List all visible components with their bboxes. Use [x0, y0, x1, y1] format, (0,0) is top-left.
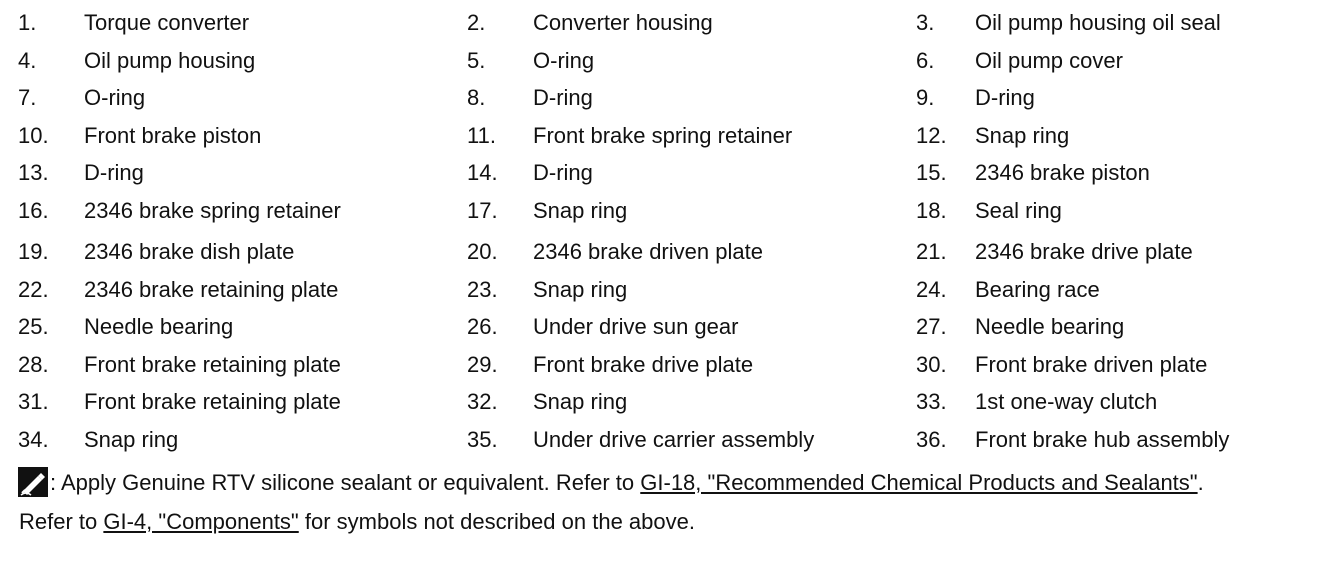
gi18-link[interactable]: GI-18, "Recommended Chemical Products and Sealants" — [640, 470, 1198, 495]
gi4-link[interactable]: GI-4, "Components" — [103, 509, 299, 534]
part-label: Converter housing — [533, 10, 713, 35]
part-label: Front brake retaining plate — [84, 351, 341, 377]
part-label: Front brake retaining plate — [84, 389, 341, 415]
part-label: 2346 brake piston — [975, 160, 1150, 186]
part-label: Torque converter — [84, 10, 250, 35]
parts-row — [18, 79, 1318, 117]
part-number: 8. — [467, 85, 486, 111]
part-number: 15. — [916, 160, 947, 186]
part-number: 31. — [18, 389, 49, 415]
symbols-note-suffix: for symbols not described on the above. — [298, 509, 695, 534]
part-label: 2346 brake spring retainer — [84, 197, 341, 223]
part-label: Snap ring — [975, 122, 1070, 148]
part-label: O-ring — [533, 47, 595, 73]
part-label: Bearing race — [975, 276, 1100, 302]
part-number: 4. — [18, 47, 37, 73]
part-number: 12. — [916, 122, 947, 148]
part-number: 10. — [18, 122, 49, 148]
part-label: D-ring — [975, 85, 1035, 111]
part-number: 24. — [916, 276, 947, 302]
part-label: 2346 brake drive plate — [975, 238, 1193, 264]
part-number: 13. — [18, 160, 49, 186]
part-label: Snap ring — [533, 276, 628, 302]
part-label: 2346 brake driven plate — [533, 238, 763, 264]
part-number: 27. — [916, 314, 947, 340]
part-number: 18. — [916, 197, 947, 223]
part-label: Snap ring — [84, 426, 179, 452]
part-label: Seal ring — [975, 197, 1062, 223]
part-number: 2. — [467, 10, 486, 35]
part-number: 1. — [18, 10, 37, 35]
sealant-note-text: : Apply Genuine RTV silicone sealant or equivalent. Refer to — [50, 470, 641, 495]
part-label: Snap ring — [533, 389, 628, 415]
sealant-note-suffix: . — [1197, 470, 1204, 495]
part-number: 22. — [18, 276, 49, 302]
symbols-note — [19, 509, 695, 535]
parts-list — [18, 4, 1318, 459]
part-number: 29. — [467, 351, 498, 377]
sealant-note — [18, 467, 1204, 497]
symbols-note-prefix: Refer to — [19, 509, 104, 534]
parts-row — [18, 271, 1318, 309]
part-number: 6. — [916, 47, 935, 73]
part-number: 35. — [467, 426, 498, 452]
part-number: 20. — [467, 238, 498, 264]
part-number: 30. — [916, 351, 947, 377]
part-label: D-ring — [533, 160, 593, 186]
parts-row — [18, 4, 1318, 42]
part-label: 2346 brake dish plate — [84, 238, 295, 264]
part-number: 16. — [18, 197, 49, 223]
part-number: 3. — [916, 10, 935, 35]
part-label: Under drive sun gear — [533, 314, 739, 340]
part-label: D-ring — [84, 160, 144, 186]
part-label: Under drive carrier assembly — [533, 426, 815, 452]
part-label: Front brake hub assembly — [975, 426, 1230, 452]
part-label: Needle bearing — [84, 314, 234, 340]
part-number: 36. — [916, 426, 947, 452]
part-number: 25. — [18, 314, 49, 340]
part-number: 5. — [467, 47, 486, 73]
parts-row — [18, 42, 1318, 80]
part-label: Oil pump cover — [975, 47, 1123, 73]
sealant-icon — [18, 467, 48, 497]
parts-row — [18, 421, 1318, 459]
part-label: Front brake piston — [84, 122, 262, 148]
part-label: 1st one-way clutch — [975, 389, 1158, 415]
part-label: Needle bearing — [975, 314, 1125, 340]
part-label: 2346 brake retaining plate — [84, 276, 339, 302]
part-number: 23. — [467, 276, 498, 302]
parts-row — [18, 192, 1318, 233]
part-label: O-ring — [84, 85, 146, 111]
part-label: Oil pump housing — [84, 47, 256, 73]
parts-row — [18, 346, 1318, 384]
part-number: 17. — [467, 197, 498, 223]
part-number: 19. — [18, 238, 49, 264]
part-number: 7. — [18, 85, 37, 111]
part-label: Front brake driven plate — [975, 351, 1208, 377]
part-label: Snap ring — [533, 197, 628, 223]
part-number: 21. — [916, 238, 947, 264]
part-label: Front brake spring retainer — [533, 122, 793, 148]
part-label: Front brake drive plate — [533, 351, 754, 377]
part-number: 14. — [467, 160, 498, 186]
parts-row — [18, 308, 1318, 346]
part-number: 9. — [916, 85, 935, 111]
part-number: 34. — [18, 426, 49, 452]
part-number: 32. — [467, 389, 498, 415]
parts-row — [18, 233, 1318, 271]
part-number: 28. — [18, 351, 49, 377]
part-label: D-ring — [533, 85, 593, 111]
part-number: 11. — [467, 122, 496, 148]
part-number: 33. — [916, 389, 947, 415]
parts-row — [18, 154, 1318, 192]
part-label: Oil pump housing oil seal — [975, 10, 1221, 35]
parts-row — [18, 117, 1318, 155]
parts-row — [18, 383, 1318, 421]
part-number: 26. — [467, 314, 498, 340]
